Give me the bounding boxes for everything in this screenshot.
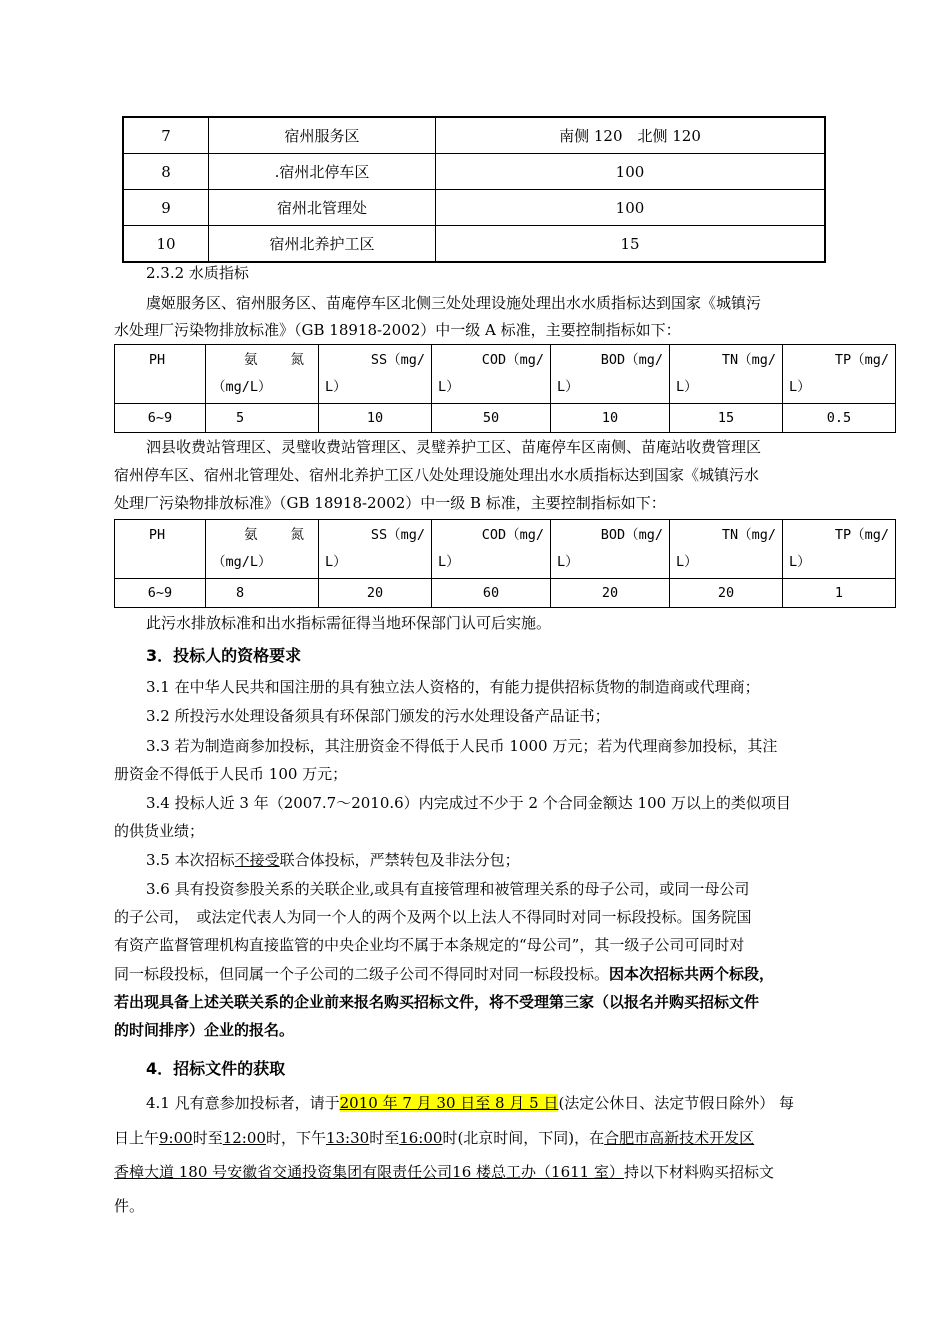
paragraph-line: 的时间排序）企业的报名。 xyxy=(114,1021,295,1039)
text-span: 日上午 xyxy=(114,1129,160,1147)
text-span: 4.1 凡有意参加投标者，请于 xyxy=(146,1094,340,1112)
header-text: TP（mg/ xyxy=(834,352,889,368)
value-cod: 50 xyxy=(432,404,551,433)
table-row xyxy=(115,579,896,608)
header-ph: PH xyxy=(115,520,206,579)
paragraph-line: 3.6 具有投资参股关系的关联企业,或具有直接管理和被管理关系的母子公司，或同一母公司 xyxy=(146,880,750,898)
header-text: 氮 xyxy=(290,527,304,543)
table-row xyxy=(123,190,825,226)
paragraph-line: 册资金不得低于人民币 100 万元； xyxy=(114,765,348,783)
header-ammonia xyxy=(206,520,319,579)
time-text: 12:00 xyxy=(222,1129,266,1147)
text-span: 时(北京时间，下同)，在 xyxy=(442,1129,605,1147)
paragraph-line: 3.1 在中华人民共和国注册的具有独立法人资格的，有能力提供招标货物的制造商或代理商； xyxy=(146,678,760,696)
text-span: 联合体投标，严禁转包及非法分包； xyxy=(279,851,520,869)
header-text: 氨 xyxy=(244,352,258,368)
header-text: COD（mg/ xyxy=(481,352,544,368)
header-cod xyxy=(432,520,551,579)
text-span: 时至 xyxy=(192,1129,223,1147)
row-number: 7 xyxy=(123,117,209,154)
area-value: 100 xyxy=(436,190,826,226)
value-tp: 0.5 xyxy=(783,404,896,433)
table-row xyxy=(115,404,896,433)
value-tn: 15 xyxy=(670,404,783,433)
header-bod xyxy=(551,345,670,404)
area-name: .宿州北停车区 xyxy=(209,154,436,190)
address-text: 香樟大道 180 号安徽省交通投资集团有限责任公司 xyxy=(114,1163,453,1181)
value-cod: 60 xyxy=(432,579,551,608)
area-name: 宿州北养护工区 xyxy=(209,226,436,263)
header-text: BOD（mg/ xyxy=(600,352,663,368)
row-number: 9 xyxy=(123,190,209,226)
header-text: SS（mg/ xyxy=(370,352,425,368)
paragraph-line: 此污水排放标准和出水指标需征得当地环保部门认可后实施。 xyxy=(146,614,552,632)
row-number: 10 xyxy=(123,226,209,263)
area-name: 宿州北管理处 xyxy=(209,190,436,226)
header-text: BOD（mg/ xyxy=(600,527,663,543)
header-text: COD（mg/ xyxy=(481,527,544,543)
table-row xyxy=(123,226,825,263)
paragraph-line xyxy=(114,963,774,985)
paragraph-line: 3.4 投标人近 3 年（2007.7～2010.6）内完成过不少于 2 个合同金额达 100 万以上的类似项目 xyxy=(146,794,791,812)
paragraph-line xyxy=(114,1161,774,1183)
header-unit: L） xyxy=(438,554,460,570)
header-text: TN（mg/ xyxy=(721,527,776,543)
header-unit: L） xyxy=(438,379,460,395)
section-heading-3: 3．投标人的资格要求 xyxy=(146,646,302,665)
table-header-row xyxy=(115,345,896,404)
value-ss: 20 xyxy=(319,579,432,608)
address-text: 合肥市高新技术开发区 xyxy=(604,1129,755,1147)
header-cod xyxy=(432,345,551,404)
time-text: 9:00 xyxy=(159,1129,193,1147)
table-row xyxy=(123,117,825,154)
header-unit: （mg/L） xyxy=(212,379,272,395)
row-number: 8 xyxy=(123,154,209,190)
service-area-table xyxy=(122,116,826,263)
header-unit: L） xyxy=(325,554,347,570)
time-text: 13:30 xyxy=(325,1129,370,1147)
underlined-text: 不接受 xyxy=(234,851,280,869)
value-ammonia: 8 xyxy=(206,579,319,608)
paragraph-line: 有资产监督管理机构直接监管的中央企业均不属于本条规定的“母公司”，其一级子公司可同时对 xyxy=(114,936,745,954)
header-tp xyxy=(783,520,896,579)
water-quality-table-grade-b xyxy=(114,519,896,608)
header-text: TN（mg/ xyxy=(721,352,776,368)
area-value: 100 xyxy=(436,154,826,190)
paragraph-line: 虞姬服务区、宿州服务区、苗庵停车区北侧三处处理设施处理出水水质指标达到国家《城镇污 xyxy=(146,294,762,312)
paragraph-line: 处理厂污染物排放标准》（GB 18918-2002）中一级 B 标准，主要控制指标如下： xyxy=(114,494,666,512)
value-ph: 6~9 xyxy=(115,579,206,608)
header-tn xyxy=(670,345,783,404)
header-ss xyxy=(319,520,432,579)
header-ammonia xyxy=(206,345,319,404)
paragraph-line: 的子公司， 或法定代表人为同一个人的两个及两个以上法人不得同时对同一标段投标。国务院国 xyxy=(114,908,752,926)
header-text: 氮 xyxy=(290,352,304,368)
paragraph-line: 3.3 若为制造商参加投标，其注册资金不得低于人民币 1000 万元；若为代理商参加投标，其注 xyxy=(146,737,778,755)
paragraph-line xyxy=(146,849,520,871)
table-row xyxy=(123,154,825,190)
header-ph: PH xyxy=(115,345,206,404)
table-header-row xyxy=(115,520,896,579)
header-ss xyxy=(319,345,432,404)
paragraph-line: 的供货业绩； xyxy=(114,822,205,840)
bold-text: 因本次招标共两个标段， xyxy=(609,965,775,983)
header-unit: L） xyxy=(325,379,347,395)
header-tn xyxy=(670,520,783,579)
room-text: 16 楼总工办（1611 室） xyxy=(452,1163,624,1181)
water-quality-table-grade-a xyxy=(114,344,896,433)
value-bod: 10 xyxy=(551,404,670,433)
paragraph-line: 3.2 所投污水处理设备须具有环保部门颁发的污水处理设备产品证书； xyxy=(146,707,610,725)
area-name: 宿州服务区 xyxy=(209,117,436,154)
header-unit: L） xyxy=(557,554,579,570)
header-unit: L） xyxy=(676,554,698,570)
header-unit: L） xyxy=(789,379,811,395)
paragraph-line xyxy=(146,1092,794,1114)
text-span: 时，下午 xyxy=(265,1129,326,1147)
paragraph-line: 件。 xyxy=(114,1197,145,1215)
value-ss: 10 xyxy=(319,404,432,433)
text-span: 同一标段投标，但同属一个子公司的二级子公司不得同时对同一标段投标。 xyxy=(114,965,610,983)
text-span: 3.5 本次招标 xyxy=(146,851,235,869)
header-unit: （mg/L） xyxy=(212,554,272,570)
highlighted-date: 2010 年 7 月 30 日至 8 月 5 日 xyxy=(339,1094,559,1112)
area-value: 15 xyxy=(436,226,826,263)
time-text: 16:00 xyxy=(399,1129,443,1147)
paragraph-line: 宿州停车区、宿州北管理处、宿州北养护工区八处处理设施处理出水水质指标达到国家《城镇污水 xyxy=(114,466,760,484)
area-value: 南侧 120 北侧 120 xyxy=(436,117,826,154)
section-heading-4: 4．招标文件的获取 xyxy=(146,1059,286,1078)
paragraph-line: 泗县收费站管理区、灵璧收费站管理区、灵璧养护工区、苗庵停车区南侧、苗庵站收费管理区 xyxy=(146,438,762,456)
header-text: SS（mg/ xyxy=(370,527,425,543)
value-tp: 1 xyxy=(783,579,896,608)
text-span: 时至 xyxy=(369,1129,400,1147)
paragraph-line xyxy=(114,1127,754,1149)
text-span: 持以下材料购买招标文 xyxy=(623,1163,774,1181)
header-bod xyxy=(551,520,670,579)
header-text: TP（mg/ xyxy=(834,527,889,543)
value-tn: 20 xyxy=(670,579,783,608)
value-ph: 6~9 xyxy=(115,404,206,433)
paragraph-line: 水处理厂污染物排放标准》（GB 18918-2002）中一级 A 标准，主要控制指标如下： xyxy=(114,321,681,339)
header-unit: L） xyxy=(789,554,811,570)
header-unit: L） xyxy=(676,379,698,395)
header-unit: L） xyxy=(557,379,579,395)
value-bod: 20 xyxy=(551,579,670,608)
header-tp xyxy=(783,345,896,404)
text-span: (法定公休日、法定节假日除外） 每 xyxy=(558,1094,795,1112)
section-heading-232: 2.3.2 水质指标 xyxy=(146,264,249,282)
value-ammonia: 5 xyxy=(206,404,319,433)
paragraph-line: 若出现具备上述关联关系的企业前来报名购买招标文件，将不受理第三家（以报名并购买招标文件 xyxy=(114,993,760,1011)
header-text: 氨 xyxy=(244,527,258,543)
